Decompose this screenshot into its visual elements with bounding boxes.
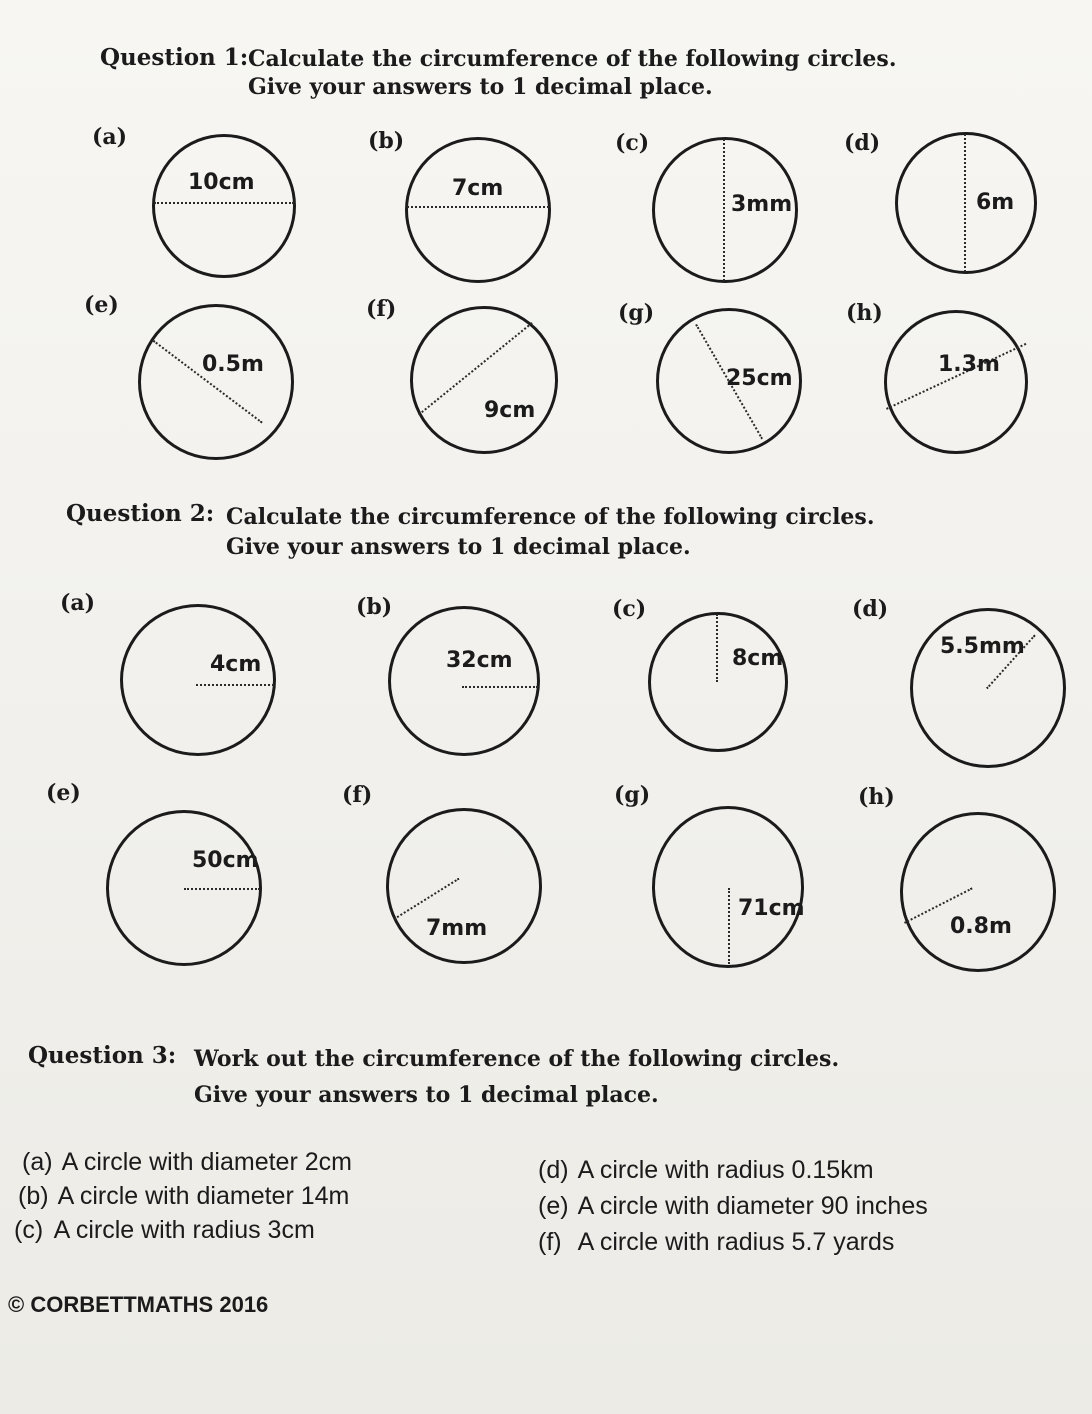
q1-measure-g: 25cm xyxy=(726,366,793,391)
q3-item-c-label: (c) xyxy=(14,1216,44,1244)
q2-circle-h xyxy=(900,812,1056,972)
q1-measure-e: 0.5m xyxy=(202,352,264,377)
q2-measure-b: 32cm xyxy=(446,648,513,673)
q3-item-a-text: A circle with diameter 2cm xyxy=(61,1148,352,1176)
q3-item-b-text: A circle with diameter 14m xyxy=(57,1182,350,1210)
q1-circle-d xyxy=(895,132,1037,274)
q3-item-e xyxy=(538,1192,928,1221)
q2-part-label-f: (f) xyxy=(342,782,373,808)
q1-diameter-c xyxy=(723,139,725,281)
q2-circle-b xyxy=(388,606,540,756)
q1-part-label-g: (g) xyxy=(618,300,655,326)
q2-circle-a xyxy=(120,604,276,756)
q2-part-label-b: (b) xyxy=(356,594,393,620)
q1-measure-h: 1.3m xyxy=(938,352,1000,377)
q2-instruction-2: Give your answers to 1 decimal place. xyxy=(226,534,691,560)
q3-instruction-2: Give your answers to 1 decimal place. xyxy=(194,1082,659,1108)
q1-part-label-c: (c) xyxy=(615,130,650,156)
q3-item-e-label: (e) xyxy=(538,1192,569,1220)
q2-measure-h: 0.8m xyxy=(950,914,1012,939)
q2-measure-g: 71cm xyxy=(738,896,805,921)
q1-part-label-f: (f) xyxy=(366,296,397,322)
q2-radius-b xyxy=(462,686,538,688)
q1-instruction-1: Calculate the circumference of the following circles. xyxy=(248,46,897,72)
q2-measure-f: 7mm xyxy=(426,916,488,941)
q2-measure-a: 4cm xyxy=(210,652,262,677)
q1-part-label-d: (d) xyxy=(844,130,881,156)
q3-item-a xyxy=(22,1148,352,1177)
q1-instruction-2: Give your answers to 1 decimal place. xyxy=(248,74,713,100)
q3-item-f-text: A circle with radius 5.7 yards xyxy=(577,1228,895,1256)
q3-instruction-1: Work out the circumference of the following circles. xyxy=(194,1046,840,1072)
q1-measure-f: 9cm xyxy=(484,398,536,423)
q2-radius-g xyxy=(728,888,730,964)
q3-item-b xyxy=(18,1182,349,1211)
q2-part-label-g: (g) xyxy=(614,782,651,808)
q1-circle-h xyxy=(884,310,1028,454)
q2-radius-c xyxy=(716,614,718,682)
q1-title: Question 1: xyxy=(100,44,249,71)
q1-circle-a xyxy=(152,134,296,278)
q2-measure-c: 8cm xyxy=(732,646,784,671)
q3-item-d-text: A circle with radius 0.15km xyxy=(577,1156,874,1184)
q3-item-a-label: (a) xyxy=(22,1148,53,1176)
q2-part-label-e: (e) xyxy=(46,780,81,806)
q3-item-e-text: A circle with diameter 90 inches xyxy=(577,1192,928,1220)
q2-instruction-1: Calculate the circumference of the following circles. xyxy=(226,504,875,530)
copyright-notice: © CORBETTMATHS 2016 xyxy=(8,1292,269,1317)
q1-measure-a: 10cm xyxy=(188,170,255,195)
q2-radius-a xyxy=(196,684,274,686)
q2-part-label-a: (a) xyxy=(60,590,96,616)
q2-part-label-d: (d) xyxy=(852,596,889,622)
q1-measure-b: 7cm xyxy=(452,176,504,201)
q1-diameter-b xyxy=(407,206,549,208)
q1-part-label-e: (e) xyxy=(84,292,119,318)
q3-item-f xyxy=(538,1228,894,1257)
q1-diameter-d xyxy=(964,134,966,272)
q1-circle-e xyxy=(138,304,294,460)
q3-title: Question 3: xyxy=(28,1042,177,1069)
q3-item-f-label: (f) xyxy=(538,1228,562,1256)
q2-title: Question 2: xyxy=(66,500,215,527)
q1-diameter-a xyxy=(154,202,294,204)
q2-part-label-h: (h) xyxy=(858,784,895,810)
q3-item-b-label: (b) xyxy=(18,1182,49,1210)
q2-part-label-c: (c) xyxy=(612,596,647,622)
q1-part-label-a: (a) xyxy=(92,124,128,150)
q1-part-label-h: (h) xyxy=(846,300,883,326)
q1-measure-d: 6m xyxy=(976,190,1015,215)
q1-circle-f xyxy=(410,306,558,454)
q2-measure-d: 5.5mm xyxy=(940,634,1025,659)
q2-measure-e: 50cm xyxy=(192,848,259,873)
q3-item-c xyxy=(14,1216,315,1245)
q3-item-d-label: (d) xyxy=(538,1156,569,1184)
q1-circle-b xyxy=(405,137,551,283)
q2-circle-c xyxy=(648,612,788,752)
q3-item-d xyxy=(538,1156,874,1185)
q3-item-c-text: A circle with radius 3cm xyxy=(53,1216,315,1244)
q1-part-label-b: (b) xyxy=(368,128,405,154)
q1-measure-c: 3mm xyxy=(731,192,793,217)
q2-radius-e xyxy=(184,888,260,890)
